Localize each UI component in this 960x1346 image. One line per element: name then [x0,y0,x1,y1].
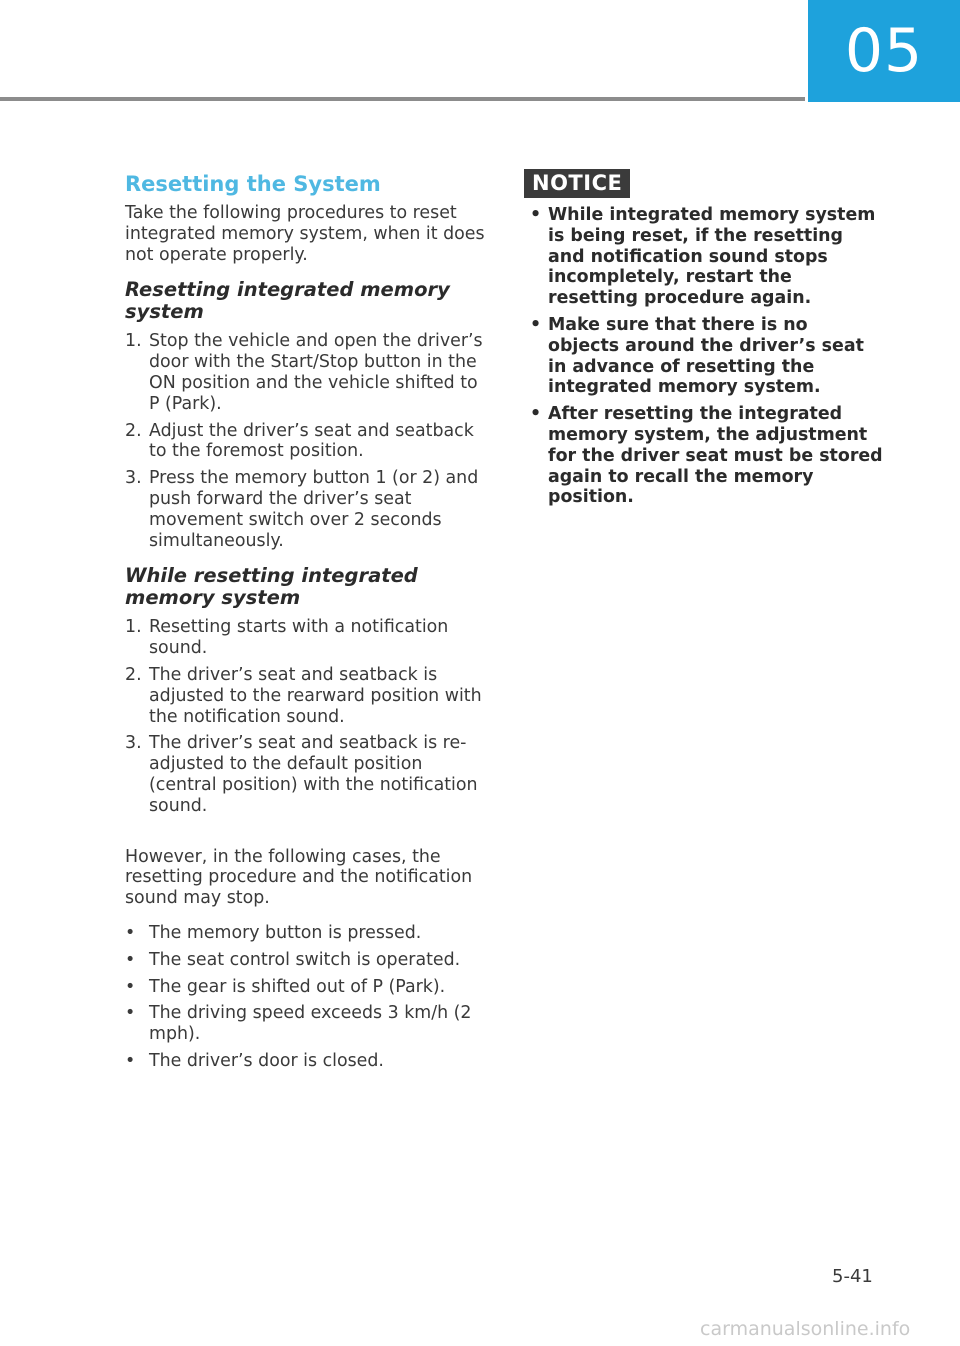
bullet-icon: • [125,922,136,943]
bullet-icon: • [530,404,542,425]
list-item: • The gear is shifted out of P (Park). [125,976,446,997]
list-item: 1. Resetting starts with a notification sound. [125,617,449,659]
subheading-while-resetting: While resetting integrated memory system [125,564,418,610]
resetting-steps [125,331,487,551]
while-resetting-steps [125,617,487,816]
list-item: • While integrated memory system is being reset, if the resetting and notification sound stops incompletely, restart the resetting procedure again. [530,205,876,309]
list-item: • The seat control switch is operated. [125,949,461,970]
page-number: 5-41 [832,1266,873,1287]
chapter-number: 05 [844,16,924,86]
bullet-icon: • [125,976,136,997]
list-item: 3. The driver’s seat and seatback is re-adjusted to the default position (central position) with the notification sound. [125,733,478,816]
list-item: • Make sure that there is no objects around the driver’s seat in advance of resetting the integrated memory system. [530,314,864,398]
list-item: 1. Stop the vehicle and open the driver’s door with the Start/Stop button in the ON position and the vehicle shifted to P (Park). [125,331,483,414]
section-title: Resetting the System [125,172,381,196]
right-column [524,169,884,514]
list-item: 2. Adjust the driver’s seat and seatback to the foremost position. [125,420,474,462]
watermark: carmanualsonline.info [700,1318,911,1340]
intro-paragraph: Take the following procedures to reset integrated memory system, when it does not operate properly. [125,203,485,265]
list-item: • The driving speed exceeds 3 km/h (2 mph). [125,1003,472,1045]
however-paragraph: However, in the following cases, the resetting procedure and the notification sound may stop. [125,846,473,909]
stop-cases-list [125,923,487,1072]
subheading-resetting: Resetting integrated memory system [125,278,450,324]
notice-list [524,205,884,508]
chapter-tab [808,0,960,102]
list-item: 3. Press the memory button 1 (or 2) and push forward the driver’s seat movement switch over 2 seconds simultaneously. [125,468,479,551]
bullet-icon: • [530,205,542,225]
bullet-icon: • [125,949,136,970]
left-column [125,172,487,1078]
notice-label: NOTICE [524,169,630,198]
bullet-icon: • [530,314,542,335]
bullet-icon: • [125,1003,136,1024]
list-item: 2. The driver’s seat and seatback is adjusted to the rearward position with the notification sound. [125,664,482,727]
list-item: • After resetting the integrated memory system, the adjustment for the driver seat must be stored again to recall the memory position. [530,404,883,508]
list-item: • The driver’s door is closed. [125,1050,384,1071]
header-rule [0,97,805,101]
list-item: • The memory button is pressed. [125,922,422,943]
bullet-icon: • [125,1050,136,1071]
